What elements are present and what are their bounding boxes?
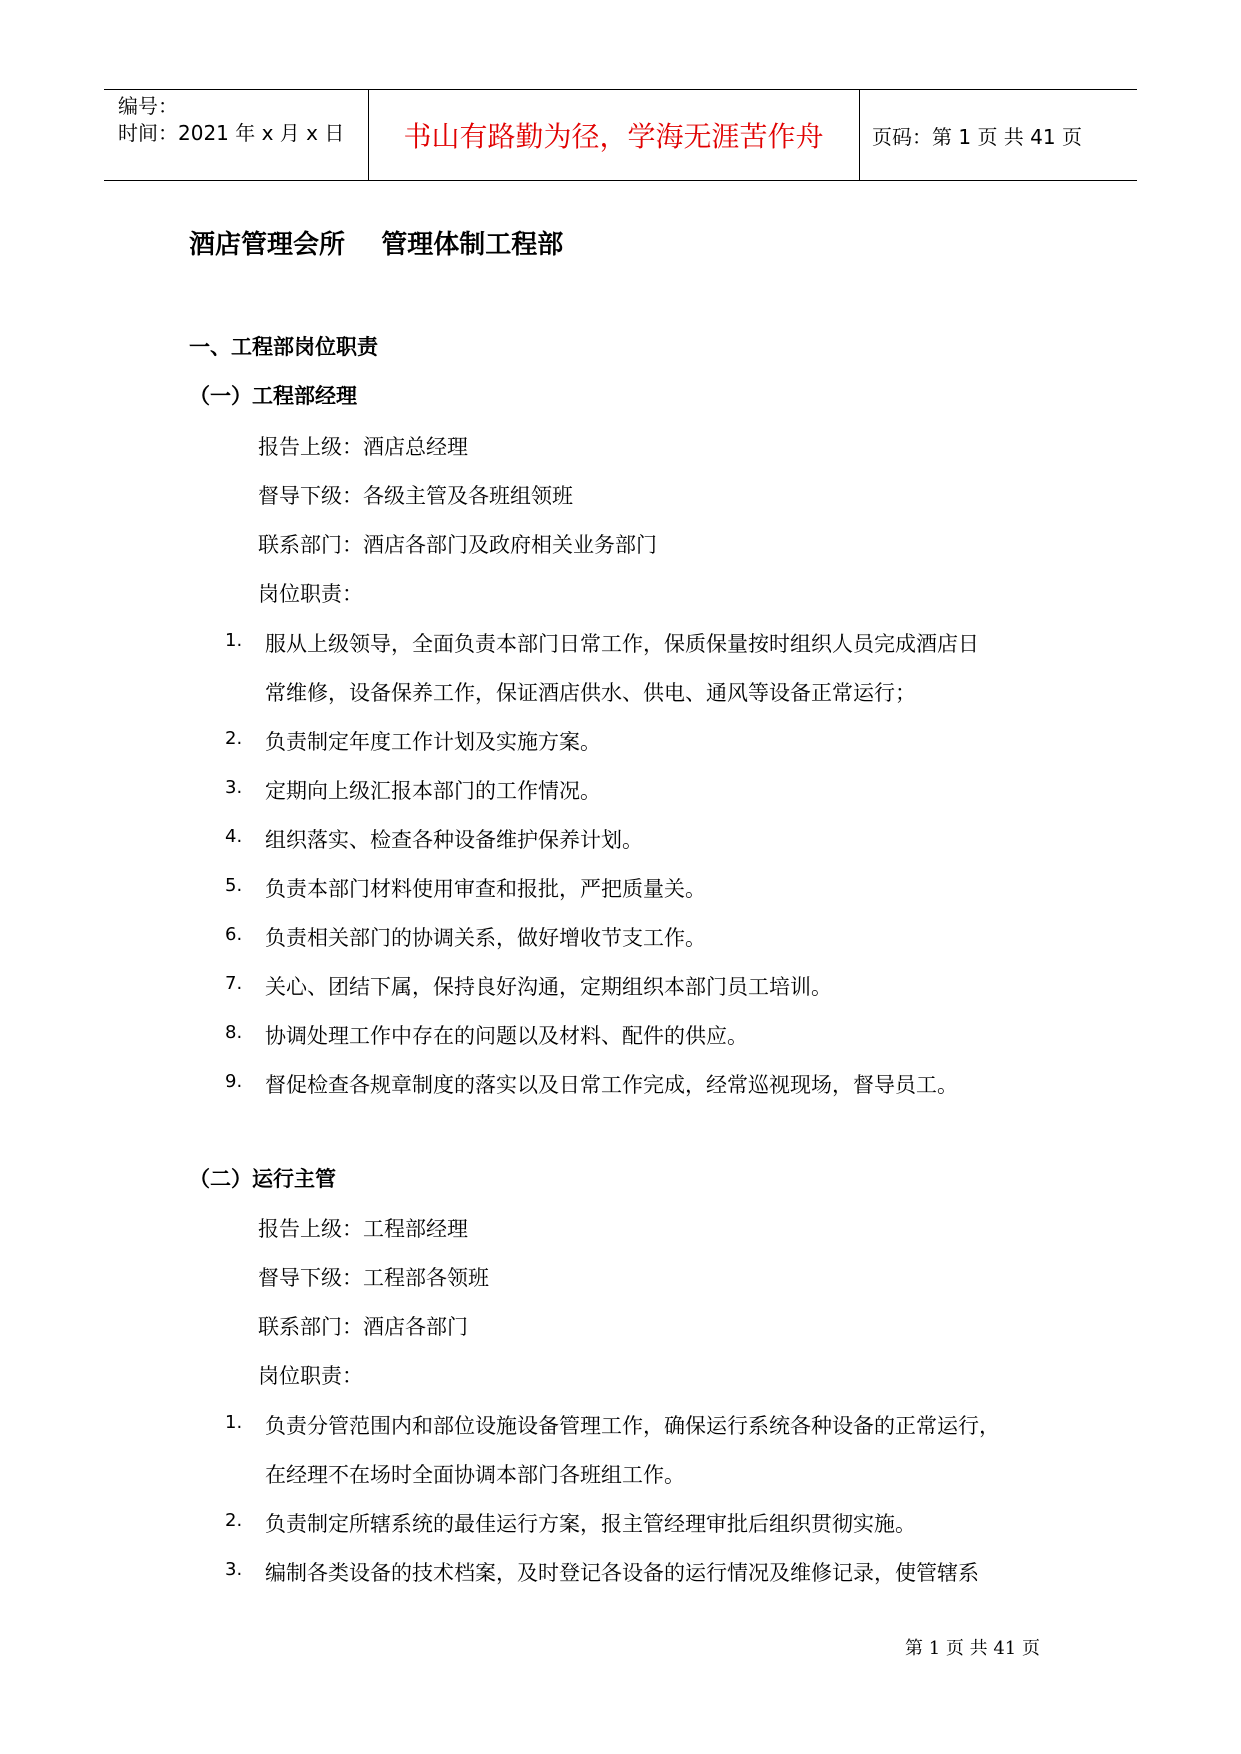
header-page-info: 页码：第 1 页 共 41 页 [872,124,1082,149]
supervise-line: 督导下级：各级主管及各班组领班 [258,484,573,508]
list-item-text: 负责相关部门的协调关系，做好增收节支工作。 [265,926,706,950]
subsection-heading-manager: （一）工程部经理 [189,384,357,408]
contact-line: 联系部门：酒店各部门及政府相关业务部门 [258,533,657,557]
list-item-number: 5. [225,875,243,896]
section-heading: 一、工程部岗位职责 [189,335,378,359]
duties-label: 岗位职责： [258,1364,363,1388]
report-to-line: 报告上级：工程部经理 [258,1217,468,1241]
list-item-text: 服从上级领导，全面负责本部门日常工作，保质保量按时组织人员完成酒店日 [265,632,979,656]
list-item-number: 1. [225,1412,243,1433]
list-item-number: 2. [225,728,243,749]
list-item-number: 7. [225,973,243,994]
list-item-number: 6. [225,924,243,945]
list-item-text: 编制各类设备的技术档案，及时登记各设备的运行情况及维修记录，使管辖系 [265,1561,979,1585]
list-item-number: 8. [225,1022,243,1043]
report-to-line: 报告上级：酒店总经理 [258,435,468,459]
list-item-number: 2. [225,1510,243,1531]
list-item-text: 关心、团结下属，保持良好沟通，定期组织本部门员工培训。 [265,975,832,999]
list-item-number: 3. [225,1559,243,1580]
list-item-text: 协调处理工作中存在的问题以及材料、配件的供应。 [265,1024,748,1048]
document-number-label: 编号： [118,94,178,118]
list-item-text: 负责制定所辖系统的最佳运行方案，报主管经理审批后组织贯彻实施。 [265,1512,916,1536]
list-item-text: 负责分管范围内和部位设施设备管理工作，确保运行系统各种设备的正常运行， [265,1414,1000,1438]
header-motto: 书山有路勤为径，学海无涯苦作舟 [403,120,824,153]
document-time-label: 时间：2021 年 x 月 x 日 [118,121,345,145]
page-header-table [104,89,1137,181]
header-divider [859,90,860,180]
list-item-text: 负责制定年度工作计划及实施方案。 [265,730,601,754]
list-item-number: 4. [225,826,243,847]
supervise-line: 督导下级：工程部各领班 [258,1266,489,1290]
contact-line: 联系部门：酒店各部门 [258,1315,468,1339]
list-item-continuation: 常维修，设备保养工作，保证酒店供水、供电、通风等设备正常运行； [265,681,916,705]
duties-label: 岗位职责： [258,582,363,606]
list-item-text: 定期向上级汇报本部门的工作情况。 [265,779,601,803]
subsection-heading-supervisor: （二）运行主管 [189,1167,336,1191]
list-item-continuation: 在经理不在场时全面协调本部门各班组工作。 [265,1463,685,1487]
list-item-number: 1. [225,630,243,651]
list-item-text: 负责本部门材料使用审查和报批，严把质量关。 [265,877,706,901]
page-footer: 第 1 页 共 41 页 [905,1638,1040,1659]
list-item-number: 3. [225,777,243,798]
list-item-number: 9. [225,1071,243,1092]
list-item-text: 组织落实、检查各种设备维护保养计划。 [265,828,643,852]
document-title: 酒店管理会所 管理体制工程部 [189,230,564,260]
list-item-text: 督促检查各规章制度的落实以及日常工作完成，经常巡视现场，督导员工。 [265,1073,958,1097]
